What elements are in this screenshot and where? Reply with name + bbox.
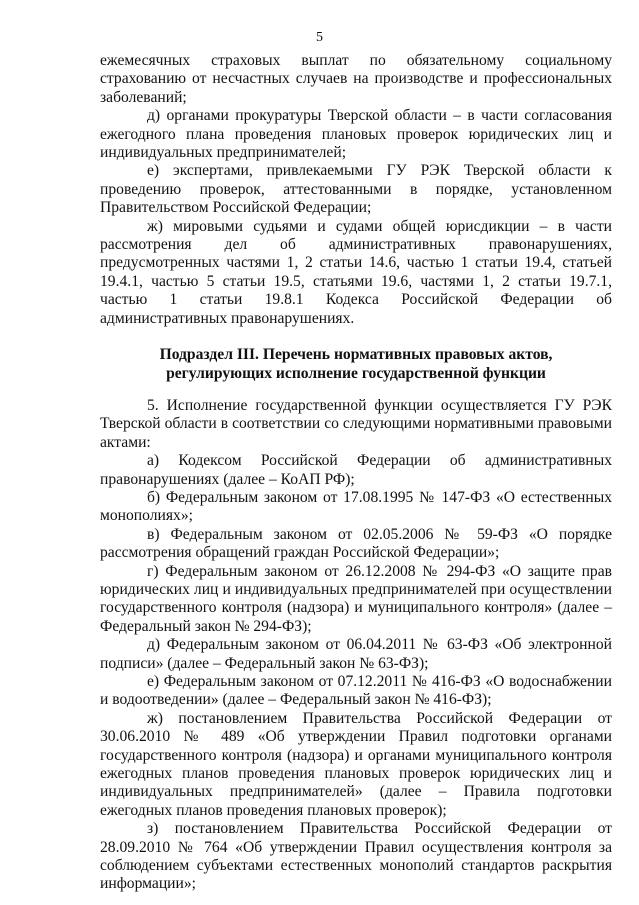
list-item-z: з) постановлением Правительства Российской Федерации от 28.09.2010 № 764 «Об утверждении Правил осуществления контроля за соблюдением субъектами естественных монополий стандартов раскрытия информации»;	[100, 820, 612, 893]
paragraph-item-d-prosecutor: д) органами прокуратуры Тверской области – в части согласования ежегодного плана проведения плановых проверок юридических лиц и индивидуальных предпринимателей;	[100, 107, 612, 162]
list-item-v: в) Федеральным законом от 02.05.2006 № 59-ФЗ «О порядке рассмотрения обращений граждан Российской Федерации»;	[100, 525, 612, 562]
list-item-e: е) Федеральным законом от 07.12.2011 № 416-ФЗ «О водоснабжении и водоотведении» (далее – Федеральный закон № 416-ФЗ);	[100, 673, 612, 709]
paragraph-5-intro: 5. Исполнение государственной функции осуществляется ГУ РЭК Тверской области в соответствии со следующими нормативными правовыми актами:	[100, 396, 612, 451]
list-item-a: а) Кодексом Российской Федерации об административных правонарушениях (далее – КоАП РФ);	[100, 452, 612, 488]
list-item-zh: ж) постановлением Правительства Российской Федерации от 30.06.2010 № 489 «Об утверждении Правил подготовки органами государственного контроля (надзора) и органами муниципального контроля ежегодных планов проведения плановых проверок юридических лиц и индивидуальных предпринимателей» (далее – Правила подготовки ежегодных планов проведения плановых проверок);	[100, 709, 612, 819]
paragraph-item-e-experts: е) экспертами, привлекаемыми ГУ РЭК Тверской области к проведению проверок, аттестованными в порядке, установленном Правительством Российской Федерации;	[100, 162, 612, 217]
list-item-b: б) Федеральным законом от 17.08.1995 № 147-ФЗ «О естественных монополиях»;	[100, 488, 612, 525]
list-item-d: д) Федеральным законом от 06.04.2011 № 63-ФЗ «Об электронной подписи» (далее – Федеральный закон № 63-ФЗ);	[100, 636, 612, 672]
list-item-g: г) Федеральным законом от 26.12.2008 № 294-ФЗ «О защите прав юридических лиц и индивидуальных предпринимателей при осуществлении государственного контроля (надзора) и муниципального контроля» (далее – Федеральный закон № 294-ФЗ);	[100, 562, 612, 635]
subsection-title	[100, 346, 612, 383]
page-number: 5	[316, 30, 323, 45]
subsection-title-line-1: Подраздел III. Перечень нормативных правовых актов,	[159, 346, 553, 364]
document-body	[100, 52, 612, 894]
paragraph-item-zh-courts: ж) мировыми судьями и судами общей юрисдикции – в части рассмотрения дел об административных правонарушениях, предусмотренных частями 1, 2 статьи 14.6, частью 1 статьи 19.4, статьей 19.4.1, частью 5 статьи 19.5, статьями 19.6, частями 1, 2 статьи 19.7.1, частью 1 статьи 19.8.1 Кодекса Российской Федерации об административных правонарушениях.	[100, 217, 612, 327]
subsection-title-line-2: регулирующих исполнение государственной функции	[166, 364, 546, 382]
paragraph-continuation: ежемесячных страховых выплат по обязательному социальному страхованию от несчастных случаев на производстве и профессиональных заболеваний;	[100, 52, 612, 106]
